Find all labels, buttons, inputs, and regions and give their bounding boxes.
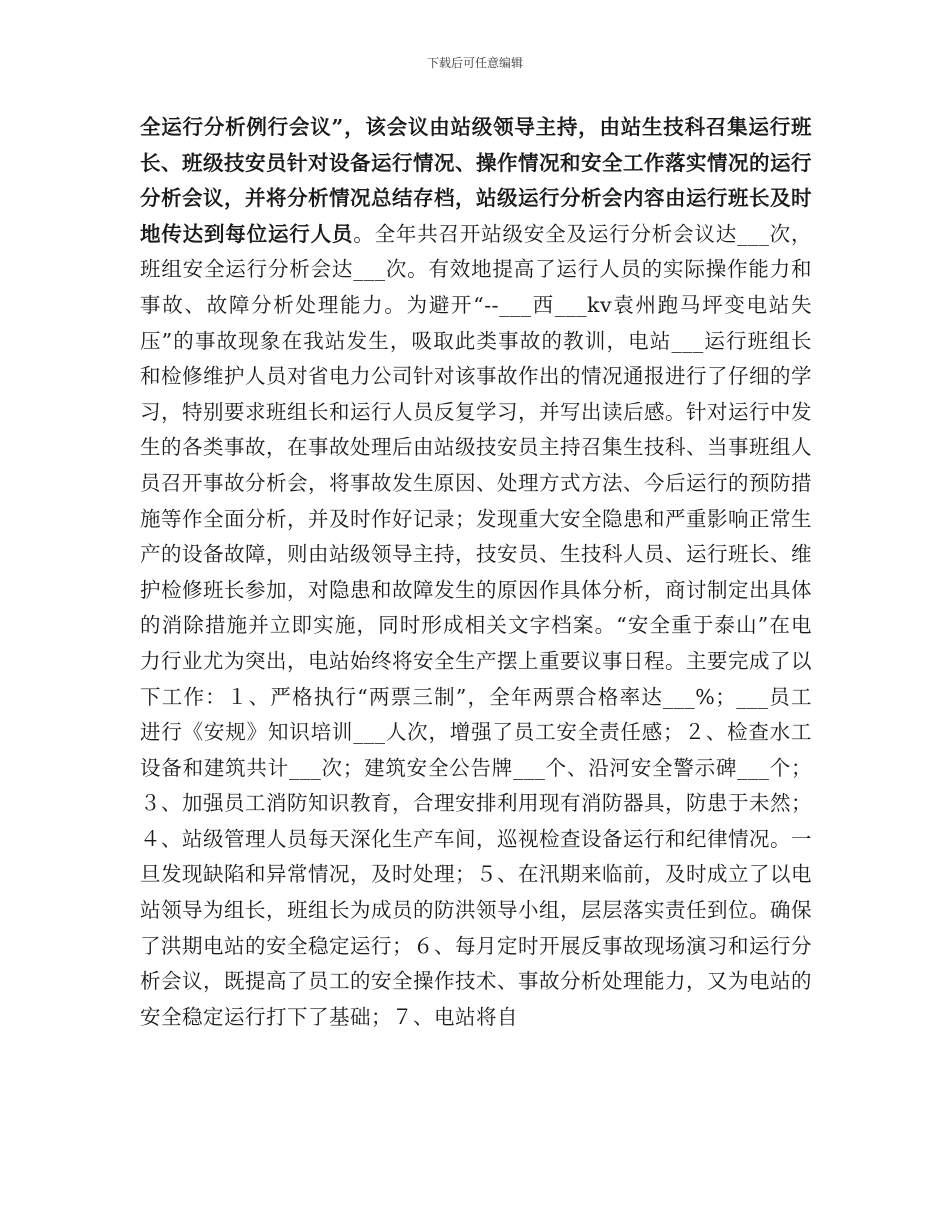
- document-body: [140, 110, 812, 1035]
- page-header-note: 下载后可任意编辑: [426, 56, 523, 70]
- bold-text-run: 全运行分析例行会议”，该会议由站级领导主持，由站生技科召集运行班长、班级技安员针对设备运行情况、操作情况和安全工作落实情况的运行分析会议，并将分析情况总结存档，站级运行分析会内容由运行班长及时地传达到每位运行人员: [140, 115, 812, 246]
- body-text-run: 。全年共召开站级安全及运行分析会议达___次，班组安全运行分析会达___次。有效地提高了运行人员的实际操作能力和事故、故障分析处理能力。为避开“--___西___kv袁州跑马坪变电站失压”的事故现象在我站发生，吸取此类事故的教训，电站___运行班组长和检修维护人员对省电力公司针对该事故作出的情况通报进行了仔细的学习，特别要求班组长和运行人员反复学习，并写出读后感。针对运行中发生的各类事故，在事故处理后由站级技安员主持召集生技科、当事班组人员召开事故分析会，将事故发生原因、处理方式方法、今后运行的预防措施等作全面分析，并及时作好记录；发现重大安全隐患和严重影响正常生产的设备故障，则由站级领导主持，技安员、生技科人员、运行班长、维护检修班长参加，对隐患和故障发生的原因作具体分析，商讨制定出具体的消除措施并立即实施，同时形成相关文字档案。“安全重于泰山”在电力行业尤为突出，电站始终将安全生产摆上重要议事日程。主要完成了以下工作：１、严格执行“两票三制”，全年两票合格率达___%；___员工进行《安规》知识培训___人次，增强了员工安全责任感；２、检查水工设备和建筑共计___次；建筑安全公告牌___个、沿河安全警示碑___个；３、加强员工消防知识教育，合理安排利用现有消防器具，防患于未然；４、站级管理人员每天深化生产车间，巡视检查设备运行和纪律情况。一旦发现缺陷和异常情况，及时处理；５、在汛期来临前，及时成立了以电站领导为组长，班组长为成员的防洪领导小组，层层落实责任到位。确保了洪期电站的安全稳定运行；６、每月定时开展反事故现场演习和运行分析会议，既提高了员工的安全操作技术、事故分析处理能力，又为电站的安全稳定运行打下了基础；７、电站将自: [140, 221, 812, 1029]
